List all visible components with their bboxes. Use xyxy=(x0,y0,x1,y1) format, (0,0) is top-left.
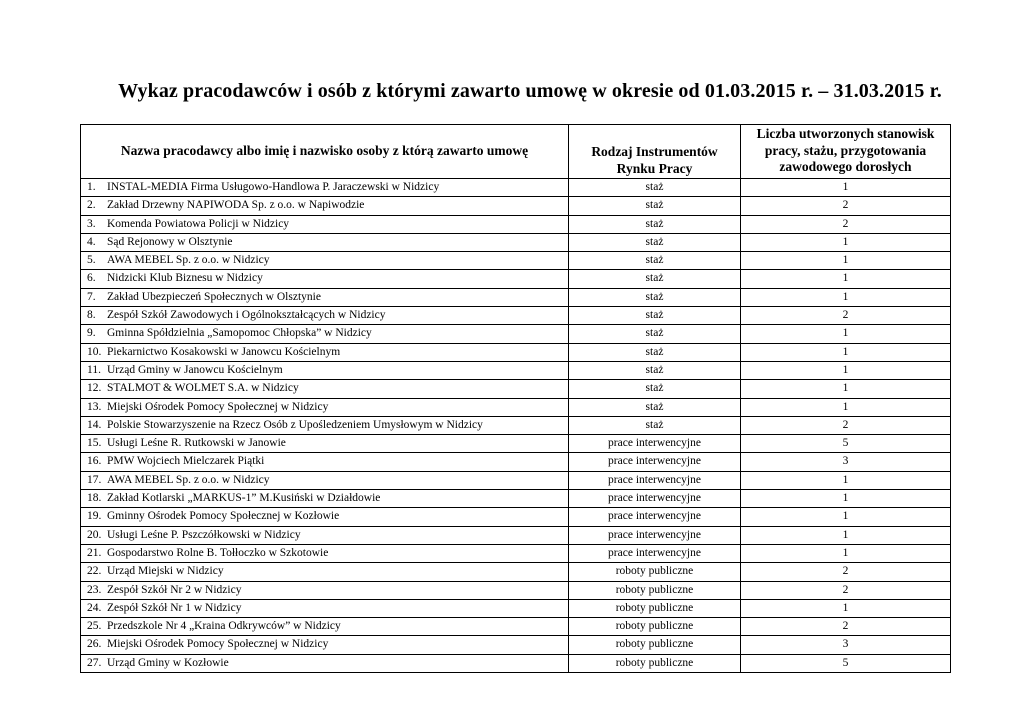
employer-name: Urząd Gminy w Janowcu Kościelnym xyxy=(107,363,283,376)
employer-name: PMW Wojciech Mielczarek Piątki xyxy=(107,455,265,468)
positions-count-cell: 2 xyxy=(741,416,951,434)
employer-name: AWA MEBEL Sp. z o.o. w Nidzicy xyxy=(107,254,270,267)
row-number: 14. xyxy=(87,418,102,431)
employer-name-cell xyxy=(81,416,569,434)
employer-name: Sąd Rejonowy w Olsztynie xyxy=(107,235,233,248)
instrument-type-cell: roboty publiczne xyxy=(569,636,741,654)
page-title: Wykaz pracodawców i osób z którymi zawarto umowę w okresie od 01.03.2015 r. – 31.03.2015 r. xyxy=(118,80,942,102)
row-number: 19. xyxy=(87,510,102,523)
table-row xyxy=(81,435,951,453)
employer-name: Gminna Spółdzielnia „Samopomoc Chłopska” w Nidzicy xyxy=(107,327,372,340)
instrument-type-cell: staż xyxy=(569,416,741,434)
positions-count-cell: 2 xyxy=(741,197,951,215)
employer-name-cell xyxy=(81,471,569,489)
instrument-type-cell: prace interwencyjne xyxy=(569,526,741,544)
row-number: 5. xyxy=(87,254,96,267)
table-row xyxy=(81,398,951,416)
employers-table xyxy=(80,124,951,673)
row-number: 22. xyxy=(87,565,102,578)
table-row xyxy=(81,471,951,489)
employer-name: Urząd Miejski w Nidzicy xyxy=(107,565,224,578)
positions-count-cell: 1 xyxy=(741,325,951,343)
table-row xyxy=(81,380,951,398)
instrument-type-cell: staż xyxy=(569,307,741,325)
positions-count-cell: 3 xyxy=(741,453,951,471)
employer-name-cell xyxy=(81,581,569,599)
header-employer-name: Nazwa pracodawcy albo imię i nazwisko osoby z którą zawarto umowę xyxy=(81,125,569,179)
positions-count-cell: 1 xyxy=(741,380,951,398)
employer-name-cell xyxy=(81,526,569,544)
employer-name: Miejski Ośrodek Pomocy Społecznej w Nidzicy xyxy=(107,400,329,413)
table-row xyxy=(81,526,951,544)
positions-count-cell: 2 xyxy=(741,215,951,233)
employer-name: Miejski Ośrodek Pomocy Społecznej w Nidzicy xyxy=(107,638,329,651)
instrument-type-cell: prace interwencyjne xyxy=(569,471,741,489)
employer-name-cell xyxy=(81,618,569,636)
positions-count-cell: 2 xyxy=(741,581,951,599)
row-number: 13. xyxy=(87,400,102,413)
instrument-type-cell: staż xyxy=(569,325,741,343)
employer-name-cell xyxy=(81,508,569,526)
instrument-type-cell: prace interwencyjne xyxy=(569,453,741,471)
table-row xyxy=(81,307,951,325)
row-number: 1. xyxy=(87,181,96,193)
row-number: 17. xyxy=(87,473,102,486)
instrument-type-cell: prace interwencyjne xyxy=(569,508,741,526)
row-number: 10. xyxy=(87,345,102,358)
instrument-type-cell: prace interwencyjne xyxy=(569,435,741,453)
employer-name: Usługi Leśne R. Rutkowski w Janowie xyxy=(107,437,286,450)
table-row xyxy=(81,197,951,215)
positions-count-cell: 1 xyxy=(741,270,951,288)
employer-name-cell xyxy=(81,252,569,270)
table-row xyxy=(81,563,951,581)
instrument-type-cell: staż xyxy=(569,197,741,215)
positions-count-cell: 1 xyxy=(741,252,951,270)
instrument-type-cell: staż xyxy=(569,215,741,233)
instrument-type-cell: roboty publiczne xyxy=(569,563,741,581)
row-number: 25. xyxy=(87,620,102,633)
positions-count-cell: 1 xyxy=(741,343,951,361)
table-row xyxy=(81,618,951,636)
table-row xyxy=(81,453,951,471)
employer-name: Gminny Ośrodek Pomocy Społecznej w Kozłowie xyxy=(107,510,340,523)
row-number: 4. xyxy=(87,235,96,248)
table-row xyxy=(81,581,951,599)
employer-name-cell xyxy=(81,544,569,562)
positions-count-cell: 2 xyxy=(741,563,951,581)
employer-name: Zespół Szkół Nr 1 w Nidzicy xyxy=(107,601,242,614)
row-number: 3. xyxy=(87,217,96,230)
employer-name-cell xyxy=(81,563,569,581)
instrument-type-cell: staż xyxy=(569,361,741,379)
table-row xyxy=(81,508,951,526)
employer-name: Przedszkole Nr 4 „Kraina Odkrywców” w Nidzicy xyxy=(107,620,341,633)
row-number: 15. xyxy=(87,437,102,450)
positions-count-cell: 1 xyxy=(741,508,951,526)
employer-name-cell xyxy=(81,453,569,471)
employer-name: Piekarnictwo Kosakowski w Janowcu Kościelnym xyxy=(107,345,341,358)
header-instrument-type: Rodzaj Instrumentów Rynku Pracy xyxy=(569,125,741,179)
employer-name: Zakład Drzewny NAPIWODA Sp. z o.o. w Napiwodzie xyxy=(107,199,365,212)
instrument-type-cell: staż xyxy=(569,380,741,398)
table-row xyxy=(81,490,951,508)
row-number: 27. xyxy=(87,656,102,669)
table-row xyxy=(81,343,951,361)
instrument-type-cell: roboty publiczne xyxy=(569,618,741,636)
table-body xyxy=(81,179,951,673)
positions-count-cell: 1 xyxy=(741,471,951,489)
employer-name-cell xyxy=(81,270,569,288)
table-header-row xyxy=(81,125,951,179)
employer-name-cell xyxy=(81,215,569,233)
employer-name: Polskie Stowarzyszenie na Rzecz Osób z Upośledzeniem Umysłowym w Nidzicy xyxy=(107,418,483,431)
positions-count-cell: 3 xyxy=(741,636,951,654)
instrument-type-cell: staż xyxy=(569,179,741,197)
instrument-type-cell: prace interwencyjne xyxy=(569,544,741,562)
row-number: 16. xyxy=(87,455,102,468)
table-row xyxy=(81,325,951,343)
row-number: 8. xyxy=(87,309,96,322)
employer-name-cell xyxy=(81,233,569,251)
table-row xyxy=(81,636,951,654)
employer-name: AWA MEBEL Sp. z o.o. w Nidzicy xyxy=(107,473,270,486)
table-row xyxy=(81,599,951,617)
row-number: 20. xyxy=(87,528,102,541)
employer-name: STALMOT & WOLMET S.A. w Nidzicy xyxy=(107,382,299,395)
positions-count-cell: 1 xyxy=(741,233,951,251)
employer-name: Gospodarstwo Rolne B. Tołłoczko w Szkotowie xyxy=(107,546,329,559)
table-row xyxy=(81,654,951,672)
row-number: 21. xyxy=(87,546,102,559)
instrument-type-cell: roboty publiczne xyxy=(569,654,741,672)
employer-name-cell xyxy=(81,361,569,379)
instrument-type-cell: staż xyxy=(569,288,741,306)
row-number: 18. xyxy=(87,492,102,505)
table-row xyxy=(81,544,951,562)
employer-name-cell xyxy=(81,490,569,508)
table-row xyxy=(81,288,951,306)
instrument-type-cell: roboty publiczne xyxy=(569,581,741,599)
instrument-type-cell: staż xyxy=(569,343,741,361)
instrument-type-cell: staż xyxy=(569,233,741,251)
positions-count-cell: 5 xyxy=(741,435,951,453)
employer-name: Zespół Szkół Nr 2 w Nidzicy xyxy=(107,583,242,596)
employer-name: INSTAL-MEDIA Firma Usługowo-Handlowa P. Jaraczewski w Nidzicy xyxy=(107,181,440,193)
employer-name-cell xyxy=(81,325,569,343)
instrument-type-cell: roboty publiczne xyxy=(569,599,741,617)
row-number: 6. xyxy=(87,272,96,285)
employer-name-cell xyxy=(81,179,569,197)
positions-count-cell: 1 xyxy=(741,599,951,617)
employer-name-cell xyxy=(81,636,569,654)
employer-name-cell xyxy=(81,343,569,361)
instrument-type-cell: staż xyxy=(569,270,741,288)
row-number: 2. xyxy=(87,199,96,212)
employer-name-cell xyxy=(81,435,569,453)
employer-name-cell xyxy=(81,398,569,416)
positions-count-cell: 1 xyxy=(741,361,951,379)
positions-count-cell: 1 xyxy=(741,544,951,562)
positions-count-cell: 2 xyxy=(741,618,951,636)
employer-name: Nidzicki Klub Biznesu w Nidzicy xyxy=(107,272,263,285)
employer-name: Komenda Powiatowa Policji w Nidzicy xyxy=(107,217,290,230)
employer-name: Zespół Szkół Zawodowych i Ogólnokształcących w Nidzicy xyxy=(107,309,386,322)
employer-name-cell xyxy=(81,599,569,617)
positions-count-cell: 2 xyxy=(741,307,951,325)
row-number: 11. xyxy=(87,363,101,376)
positions-count-cell: 1 xyxy=(741,490,951,508)
positions-count-cell: 1 xyxy=(741,526,951,544)
instrument-type-cell: staż xyxy=(569,398,741,416)
row-number: 26. xyxy=(87,638,102,651)
positions-count-cell: 1 xyxy=(741,179,951,197)
positions-count-cell: 5 xyxy=(741,654,951,672)
instrument-type-cell: prace interwencyjne xyxy=(569,490,741,508)
table-row xyxy=(81,252,951,270)
row-number: 9. xyxy=(87,327,96,340)
employer-name: Zakład Kotlarski „MARKUS-1” M.Kusiński w Działdowie xyxy=(107,492,381,505)
row-number: 23. xyxy=(87,583,102,596)
table-row xyxy=(81,361,951,379)
row-number: 7. xyxy=(87,290,96,303)
employer-name: Urząd Gminy w Kozłowie xyxy=(107,656,229,669)
header-positions-count: Liczba utworzonych stanowisk pracy, stażu, przygotowania zawodowego dorosłych xyxy=(741,125,951,179)
employer-name: Zakład Ubezpieczeń Społecznych w Olsztynie xyxy=(107,290,321,303)
table-row xyxy=(81,270,951,288)
employer-name-cell xyxy=(81,380,569,398)
instrument-type-cell: staż xyxy=(569,252,741,270)
table-row xyxy=(81,179,951,197)
employer-name-cell xyxy=(81,654,569,672)
row-number: 12. xyxy=(87,382,102,395)
employer-name: Usługi Leśne P. Pszczółkowski w Nidzicy xyxy=(107,528,301,541)
positions-count-cell: 1 xyxy=(741,398,951,416)
employer-name-cell xyxy=(81,197,569,215)
row-number: 24. xyxy=(87,601,102,614)
table-row xyxy=(81,416,951,434)
table-row xyxy=(81,215,951,233)
table-row xyxy=(81,233,951,251)
positions-count-cell: 1 xyxy=(741,288,951,306)
employer-name-cell xyxy=(81,307,569,325)
employer-name-cell xyxy=(81,288,569,306)
